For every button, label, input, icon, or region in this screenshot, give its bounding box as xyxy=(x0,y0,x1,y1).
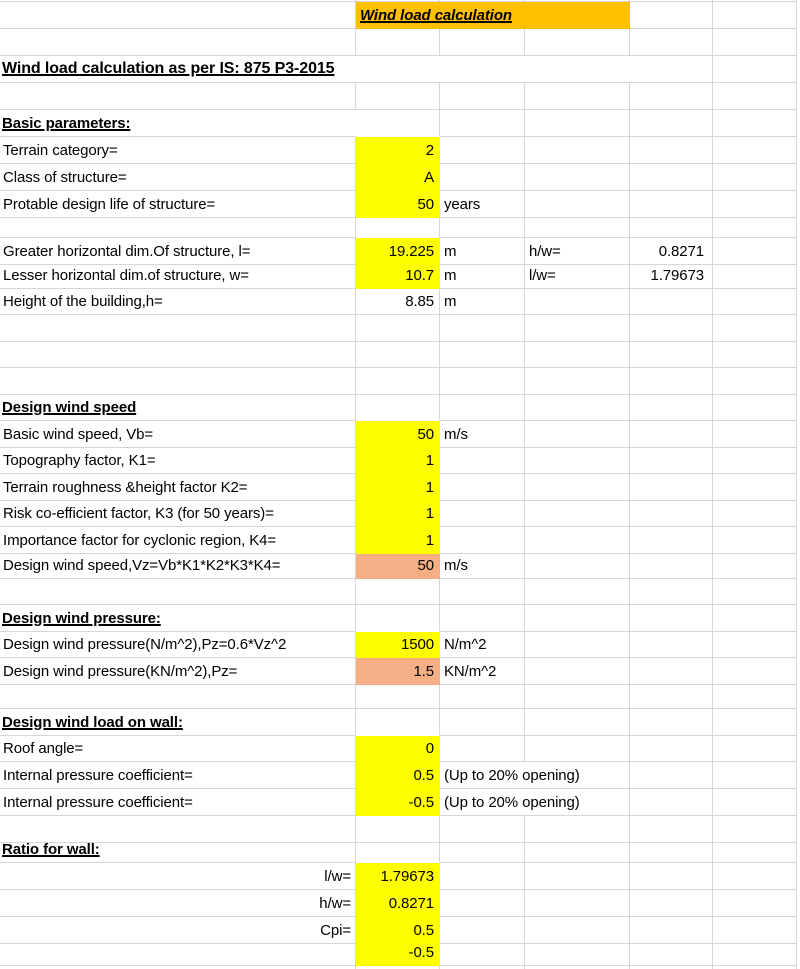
section-basic-parameters[interactable]: Basic parameters: xyxy=(0,110,356,137)
cell-F11[interactable] xyxy=(713,265,797,289)
sheet-row-25 xyxy=(0,632,797,658)
value-ratio-cpi-negative[interactable]: -0.5 xyxy=(356,944,440,966)
label-k1[interactable]: Topography factor, K1= xyxy=(0,448,356,474)
cell-C23[interactable] xyxy=(440,579,525,605)
cell-F26[interactable] xyxy=(713,658,797,685)
cell-B23[interactable] xyxy=(356,579,440,605)
cell-E23[interactable] xyxy=(630,579,713,605)
value-greater-dim-l[interactable]: 19.225 xyxy=(356,238,440,265)
cell-D13[interactable] xyxy=(525,315,630,342)
label-terrain-category[interactable]: Terrain category= xyxy=(0,137,356,164)
cell-D28[interactable] xyxy=(525,709,630,736)
cell-C20[interactable] xyxy=(440,501,525,527)
cell-D29[interactable] xyxy=(525,736,630,762)
sheet-row-10 xyxy=(0,238,797,265)
unit-building-height[interactable]: m xyxy=(440,289,525,315)
cell-F19[interactable] xyxy=(713,474,797,501)
cell-D9[interactable] xyxy=(525,218,630,238)
cell-E31[interactable] xyxy=(630,789,713,816)
cell-F9[interactable] xyxy=(713,218,797,238)
sheet-row-8 xyxy=(0,191,797,218)
unit-pressure-kn[interactable]: KN/m^2 xyxy=(440,658,525,685)
sheet-row-1 xyxy=(0,2,797,29)
cell-D23[interactable] xyxy=(525,579,630,605)
value-lesser-dim-w[interactable]: 10.7 xyxy=(356,265,440,289)
value-ratio-l-over-w[interactable]: 1.79673 xyxy=(356,863,440,890)
cell-D24[interactable] xyxy=(525,605,630,632)
sheet-row-7 xyxy=(0,164,797,191)
cell-F30[interactable] xyxy=(713,762,797,789)
cell-F16[interactable] xyxy=(713,395,797,421)
cell-grid xyxy=(0,2,800,969)
label-ratio-h-over-w[interactable]: h/w= xyxy=(0,890,356,917)
cell-D15[interactable] xyxy=(525,368,630,395)
cell-F22[interactable] xyxy=(713,554,797,579)
cell-E12[interactable] xyxy=(630,289,713,315)
cell-E20[interactable] xyxy=(630,501,713,527)
cell-E4[interactable] xyxy=(630,83,713,110)
sheet-row-28 xyxy=(0,709,797,736)
cell-C2[interactable] xyxy=(440,29,525,56)
sheet-row-21 xyxy=(0,527,797,554)
cell-F34[interactable] xyxy=(713,863,797,890)
sheet-row-35 xyxy=(0,890,797,917)
cell-C33[interactable] xyxy=(440,843,525,863)
value-class-of-structure[interactable]: A xyxy=(356,164,440,191)
cell-F35[interactable] xyxy=(713,890,797,917)
cell-E33[interactable] xyxy=(630,843,713,863)
cell-C28[interactable] xyxy=(440,709,525,736)
section-design-wind-pressure[interactable]: Design wind pressure: xyxy=(0,605,356,632)
note-cpi-negative[interactable]: (Up to 20% opening) xyxy=(440,789,630,816)
sheet-row-9 xyxy=(0,218,797,238)
cell-F5[interactable] xyxy=(713,110,797,137)
cell-D37[interactable] xyxy=(525,944,630,966)
cell-A4[interactable] xyxy=(0,83,356,110)
section-design-wind-load-on-wall[interactable]: Design wind load on wall: xyxy=(0,709,356,736)
label-k2[interactable]: Terrain roughness &height factor K2= xyxy=(0,474,356,501)
cell-E37[interactable] xyxy=(630,944,713,966)
label-pressure-n[interactable]: Design wind pressure(N/m^2),Pz=0.6*Vz^2 xyxy=(0,632,356,658)
cell-E28[interactable] xyxy=(630,709,713,736)
cell-F21[interactable] xyxy=(713,527,797,554)
sheet-title[interactable]: Wind load calculation as per IS: 875 P3-2015 xyxy=(0,56,713,83)
cell-F18[interactable] xyxy=(713,448,797,474)
cell-A37[interactable] xyxy=(0,944,356,966)
sheet-row-2 xyxy=(0,29,797,56)
value-k3[interactable]: 1 xyxy=(356,501,440,527)
cell-D17[interactable] xyxy=(525,421,630,448)
unit-pressure-n[interactable]: N/m^2 xyxy=(440,632,525,658)
value-pressure-n[interactable]: 1500 xyxy=(356,632,440,658)
cell-F28[interactable] xyxy=(713,709,797,736)
cell-D32[interactable] xyxy=(525,816,630,843)
cell-D22[interactable] xyxy=(525,554,630,579)
cell-F36[interactable] xyxy=(713,917,797,944)
sheet-row-12 xyxy=(0,289,797,315)
label-roof-angle[interactable]: Roof angle= xyxy=(0,736,356,762)
cell-C18[interactable] xyxy=(440,448,525,474)
sheet-row-37 xyxy=(0,944,797,966)
cell-E17[interactable] xyxy=(630,421,713,448)
sheet-row-22 xyxy=(0,554,797,579)
value-terrain-category[interactable]: 2 xyxy=(356,137,440,164)
sheet-row-11 xyxy=(0,265,797,289)
cell-E19[interactable] xyxy=(630,474,713,501)
sheet-row-19 xyxy=(0,474,797,501)
sheet-row-34 xyxy=(0,863,797,890)
cell-E34[interactable] xyxy=(630,863,713,890)
cell-D7[interactable] xyxy=(525,164,630,191)
label-ratio-cpi[interactable]: Cpi= xyxy=(0,917,356,944)
cell-E2[interactable] xyxy=(630,29,713,56)
label-cpi-positive[interactable]: Internal pressure coefficient= xyxy=(0,762,356,789)
section-ratio-for-wall[interactable]: Ratio for wall: xyxy=(0,843,356,863)
sheet-row-5 xyxy=(0,110,797,137)
value-cpi-positive[interactable]: 0.5 xyxy=(356,762,440,789)
unit-design-life[interactable]: years xyxy=(440,191,525,218)
cell-F15[interactable] xyxy=(713,368,797,395)
cell-B33[interactable] xyxy=(356,843,440,863)
sheet-row-18 xyxy=(0,448,797,474)
label-design-life[interactable]: Protable design life of structure= xyxy=(0,191,356,218)
cell-E14[interactable] xyxy=(630,342,713,368)
cell-B15[interactable] xyxy=(356,368,440,395)
banner-wind-load-calculation[interactable]: Wind load calculation xyxy=(356,2,630,29)
cell-C37[interactable] xyxy=(440,944,525,966)
sheet-row-17 xyxy=(0,421,797,448)
cell-E21[interactable] xyxy=(630,527,713,554)
cell-D34[interactable] xyxy=(525,863,630,890)
cell-F2[interactable] xyxy=(713,29,797,56)
sheet-row-6 xyxy=(0,137,797,164)
cell-D4[interactable] xyxy=(525,83,630,110)
cell-D5[interactable] xyxy=(525,110,630,137)
cell-B4[interactable] xyxy=(356,83,440,110)
cell-E35[interactable] xyxy=(630,890,713,917)
unit-greater-dim-l[interactable]: m xyxy=(440,238,525,265)
label-building-height[interactable]: Height of the building,h= xyxy=(0,289,356,315)
cell-F4[interactable] xyxy=(713,83,797,110)
label-design-wind-speed-vz[interactable]: Design wind speed,Vz=Vb*K1*K2*K3*K4= xyxy=(0,554,356,579)
cell-F29[interactable] xyxy=(713,736,797,762)
label-lesser-dim-w[interactable]: Lesser horizontal dim.of structure, w= xyxy=(0,265,356,289)
cell-F31[interactable] xyxy=(713,789,797,816)
sheet-row-3 xyxy=(0,56,797,83)
sheet-row-29 xyxy=(0,736,797,762)
unit-basic-wind-speed[interactable]: m/s xyxy=(440,421,525,448)
cell-F20[interactable] xyxy=(713,501,797,527)
cell-A13[interactable] xyxy=(0,315,356,342)
cell-D25[interactable] xyxy=(525,632,630,658)
label-l-over-w[interactable]: l/w= xyxy=(525,265,630,289)
sheet-row-27 xyxy=(0,685,797,709)
cell-A27[interactable] xyxy=(0,685,356,709)
sheet-row-13 xyxy=(0,315,797,342)
cell-D35[interactable] xyxy=(525,890,630,917)
cell-F17[interactable] xyxy=(713,421,797,448)
cell-B32[interactable] xyxy=(356,816,440,843)
cell-C15[interactable] xyxy=(440,368,525,395)
cell-D16[interactable] xyxy=(525,395,630,421)
cell-E16[interactable] xyxy=(630,395,713,421)
cell-E5[interactable] xyxy=(630,110,713,137)
cell-B24[interactable] xyxy=(356,605,440,632)
cell-C9[interactable] xyxy=(440,218,525,238)
cell-F32[interactable] xyxy=(713,816,797,843)
cell-C36[interactable] xyxy=(440,917,525,944)
cell-C13[interactable] xyxy=(440,315,525,342)
sheet-row-31 xyxy=(0,789,797,816)
label-greater-dim-l[interactable]: Greater horizontal dim.Of structure, l= xyxy=(0,238,356,265)
value-k2[interactable]: 1 xyxy=(356,474,440,501)
cell-A9[interactable] xyxy=(0,218,356,238)
cell-F1[interactable] xyxy=(713,2,797,29)
cell-C4[interactable] xyxy=(440,83,525,110)
cell-F25[interactable] xyxy=(713,632,797,658)
cell-E6[interactable] xyxy=(630,137,713,164)
cell-D18[interactable] xyxy=(525,448,630,474)
cell-C7[interactable] xyxy=(440,164,525,191)
value-l-over-w[interactable]: 1.79673 xyxy=(630,265,713,289)
cell-E32[interactable] xyxy=(630,816,713,843)
cell-F13[interactable] xyxy=(713,315,797,342)
cell-E36[interactable] xyxy=(630,917,713,944)
cell-D6[interactable] xyxy=(525,137,630,164)
cell-C27[interactable] xyxy=(440,685,525,709)
note-cpi-positive[interactable]: (Up to 20% opening) xyxy=(440,762,630,789)
value-building-height[interactable]: 8.85 xyxy=(356,289,440,315)
value-h-over-w[interactable]: 0.8271 xyxy=(630,238,713,265)
cell-A14[interactable] xyxy=(0,342,356,368)
cell-D8[interactable] xyxy=(525,191,630,218)
cell-F24[interactable] xyxy=(713,605,797,632)
sheet-row-30 xyxy=(0,762,797,789)
label-k3[interactable]: Risk co-efficient factor, K3 (for 50 years)= xyxy=(0,501,356,527)
cell-C35[interactable] xyxy=(440,890,525,917)
sheet-row-20 xyxy=(0,501,797,527)
cell-E24[interactable] xyxy=(630,605,713,632)
sheet-row-14 xyxy=(0,342,797,368)
cell-F27[interactable] xyxy=(713,685,797,709)
value-ratio-cpi-positive[interactable]: 0.5 xyxy=(356,917,440,944)
section-design-wind-speed[interactable]: Design wind speed xyxy=(0,395,356,421)
sheet-row-36 xyxy=(0,917,797,944)
value-basic-wind-speed[interactable]: 50 xyxy=(356,421,440,448)
cell-E7[interactable] xyxy=(630,164,713,191)
cell-E15[interactable] xyxy=(630,368,713,395)
cell-C16[interactable] xyxy=(440,395,525,421)
cell-B16[interactable] xyxy=(356,395,440,421)
cell-F33[interactable] xyxy=(713,843,797,863)
cell-C24[interactable] xyxy=(440,605,525,632)
cell-F12[interactable] xyxy=(713,289,797,315)
cell-D33[interactable] xyxy=(525,843,630,863)
value-k1[interactable]: 1 xyxy=(356,448,440,474)
sheet-row-23 xyxy=(0,579,797,605)
cell-B28[interactable] xyxy=(356,709,440,736)
cell-F3[interactable] xyxy=(713,56,797,83)
cell-C21[interactable] xyxy=(440,527,525,554)
cell-D26[interactable] xyxy=(525,658,630,685)
cell-E13[interactable] xyxy=(630,315,713,342)
sheet-row-26 xyxy=(0,658,797,685)
sheet-row-33 xyxy=(0,840,797,863)
cell-C14[interactable] xyxy=(440,342,525,368)
cell-C5[interactable] xyxy=(440,110,525,137)
cell-F7[interactable] xyxy=(713,164,797,191)
cell-A1[interactable] xyxy=(0,2,356,29)
cell-E8[interactable] xyxy=(630,191,713,218)
value-k4[interactable]: 1 xyxy=(356,527,440,554)
cell-B2[interactable] xyxy=(356,29,440,56)
label-basic-wind-speed[interactable]: Basic wind speed, Vb= xyxy=(0,421,356,448)
cell-D27[interactable] xyxy=(525,685,630,709)
cell-D20[interactable] xyxy=(525,501,630,527)
value-cpi-negative[interactable]: -0.5 xyxy=(356,789,440,816)
cell-F14[interactable] xyxy=(713,342,797,368)
cell-D36[interactable] xyxy=(525,917,630,944)
label-class-of-structure[interactable]: Class of structure= xyxy=(0,164,356,191)
label-k4[interactable]: Importance factor for cyclonic region, K4= xyxy=(0,527,356,554)
cell-B13[interactable] xyxy=(356,315,440,342)
cell-B27[interactable] xyxy=(356,685,440,709)
cell-F23[interactable] xyxy=(713,579,797,605)
cell-C34[interactable] xyxy=(440,863,525,890)
cell-D14[interactable] xyxy=(525,342,630,368)
label-h-over-w[interactable]: h/w= xyxy=(525,238,630,265)
label-pressure-kn[interactable]: Design wind pressure(KN/m^2),Pz= xyxy=(0,658,356,685)
cell-D21[interactable] xyxy=(525,527,630,554)
sheet-row-32 xyxy=(0,816,797,843)
sheet-row-16 xyxy=(0,395,797,421)
cell-C19[interactable] xyxy=(440,474,525,501)
label-ratio-l-over-w[interactable]: l/w= xyxy=(0,863,356,890)
cell-A15[interactable] xyxy=(0,368,356,395)
cell-C32[interactable] xyxy=(440,816,525,843)
cell-E26[interactable] xyxy=(630,658,713,685)
cell-F8[interactable] xyxy=(713,191,797,218)
cell-E9[interactable] xyxy=(630,218,713,238)
cell-F10[interactable] xyxy=(713,238,797,265)
cell-C29[interactable] xyxy=(440,736,525,762)
value-design-wind-speed-vz[interactable]: 50 xyxy=(356,554,440,579)
cell-E1[interactable] xyxy=(630,2,713,29)
cell-F37[interactable] xyxy=(713,944,797,966)
sheet-row-4 xyxy=(0,83,797,110)
cell-A23[interactable] xyxy=(0,579,356,605)
value-pressure-kn[interactable]: 1.5 xyxy=(356,658,440,685)
cell-F6[interactable] xyxy=(713,137,797,164)
cell-B14[interactable] xyxy=(356,342,440,368)
value-roof-angle[interactable]: 0 xyxy=(356,736,440,762)
cell-E25[interactable] xyxy=(630,632,713,658)
cell-E27[interactable] xyxy=(630,685,713,709)
cell-B5[interactable] xyxy=(356,110,440,137)
unit-design-wind-speed-vz[interactable]: m/s xyxy=(440,554,525,579)
sheet-row-15 xyxy=(0,368,797,395)
cell-D19[interactable] xyxy=(525,474,630,501)
sheet-row-24 xyxy=(0,605,797,632)
cell-E18[interactable] xyxy=(630,448,713,474)
cell-A2[interactable] xyxy=(0,29,356,56)
cell-B9[interactable] xyxy=(356,218,440,238)
cell-D12[interactable] xyxy=(525,289,630,315)
cell-D2[interactable] xyxy=(525,29,630,56)
label-cpi-negative[interactable]: Internal pressure coefficient= xyxy=(0,789,356,816)
value-ratio-h-over-w[interactable]: 0.8271 xyxy=(356,890,440,917)
cell-E29[interactable] xyxy=(630,736,713,762)
cell-E30[interactable] xyxy=(630,762,713,789)
cell-E22[interactable] xyxy=(630,554,713,579)
cell-A32[interactable] xyxy=(0,816,356,843)
value-design-life[interactable]: 50 xyxy=(356,191,440,218)
unit-lesser-dim-w[interactable]: m xyxy=(440,265,525,289)
cell-C6[interactable] xyxy=(440,137,525,164)
